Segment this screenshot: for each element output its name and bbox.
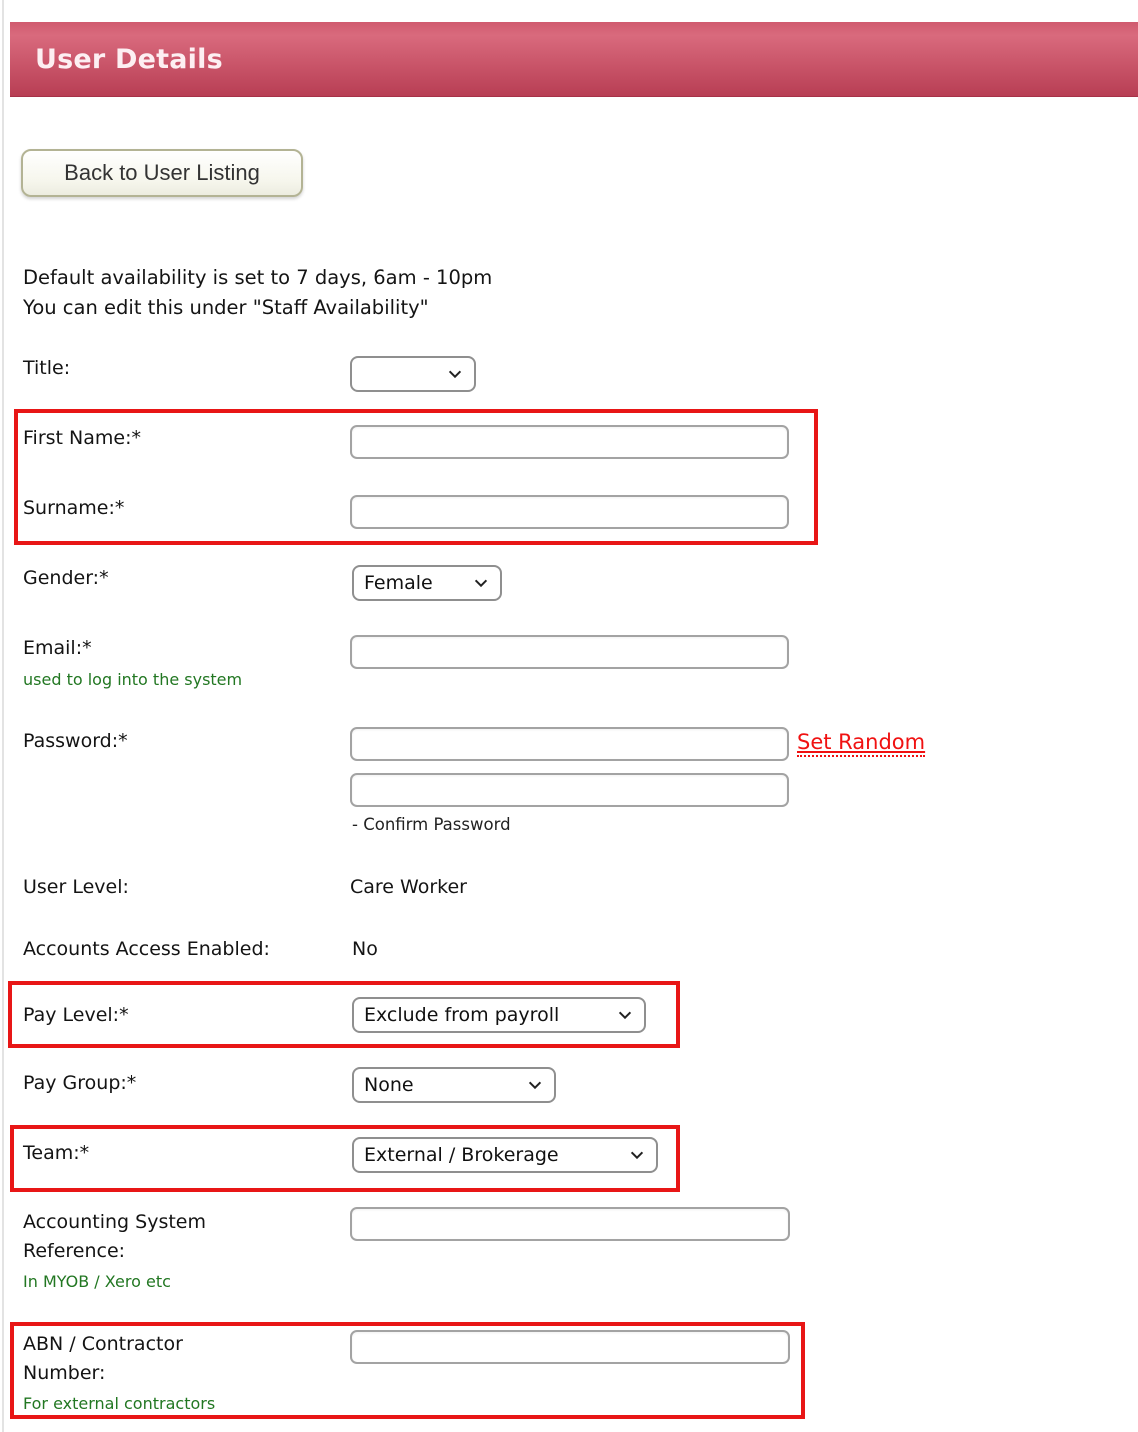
pay-level-select[interactable]	[352, 997, 646, 1033]
gender-select[interactable]	[352, 565, 502, 601]
accounts-access-value: No	[352, 938, 378, 960]
availability-notice-line1: Default availability is set to 7 days, 6am - 10pm	[23, 266, 493, 289]
chevron-down-icon	[526, 1076, 544, 1094]
chevron-down-icon	[446, 365, 464, 383]
page-header	[10, 22, 1138, 97]
gender-select-value: Female	[364, 572, 433, 594]
team-select[interactable]	[352, 1137, 658, 1173]
surname-input[interactable]	[350, 495, 789, 529]
abn-hint: For external contractors	[23, 1394, 216, 1413]
surname-label: Surname:*	[23, 497, 125, 519]
chevron-down-icon	[616, 1006, 634, 1024]
abn-label: ABN / Contractor Number:	[23, 1333, 183, 1384]
confirm-password-note: - Confirm Password	[352, 815, 511, 834]
password-label: Password:*	[23, 730, 128, 752]
user-level-label: User Level:	[23, 876, 129, 898]
first-name-input[interactable]	[350, 425, 789, 459]
accounting-ref-label: Accounting System Reference:	[23, 1211, 206, 1262]
title-label: Title:	[23, 357, 71, 379]
pay-level-label: Pay Level:*	[23, 1004, 129, 1026]
accounting-ref-input[interactable]	[350, 1207, 790, 1241]
team-label: Team:*	[23, 1142, 90, 1164]
pay-group-label: Pay Group:*	[23, 1072, 137, 1094]
confirm-password-input[interactable]	[350, 773, 789, 807]
accounting-ref-hint: In MYOB / Xero etc	[23, 1272, 171, 1291]
abn-input[interactable]	[350, 1330, 790, 1364]
title-select[interactable]	[350, 356, 476, 392]
user-level-value: Care Worker	[350, 876, 467, 898]
set-random-password-link[interactable]: Set Random	[797, 730, 925, 757]
chevron-down-icon	[472, 574, 490, 592]
availability-notice	[23, 263, 492, 323]
accounts-access-label: Accounts Access Enabled:	[23, 938, 270, 960]
pay-group-select[interactable]	[352, 1067, 556, 1103]
email-label: Email:*	[23, 637, 92, 659]
back-to-user-listing-button[interactable]: Back to User Listing	[21, 149, 303, 197]
page-left-border	[2, 0, 4, 1432]
email-input[interactable]	[350, 635, 789, 669]
password-input[interactable]	[350, 727, 789, 761]
pay-group-select-value: None	[364, 1074, 414, 1096]
email-hint: used to log into the system	[23, 670, 243, 689]
first-name-label: First Name:*	[23, 427, 141, 449]
pay-level-select-value: Exclude from payroll	[364, 1004, 560, 1026]
page-title: User Details	[35, 44, 223, 75]
gender-label: Gender:*	[23, 567, 109, 589]
availability-notice-line2: You can edit this under "Staff Availability"	[23, 296, 429, 319]
chevron-down-icon	[628, 1146, 646, 1164]
team-select-value: External / Brokerage	[364, 1144, 559, 1166]
